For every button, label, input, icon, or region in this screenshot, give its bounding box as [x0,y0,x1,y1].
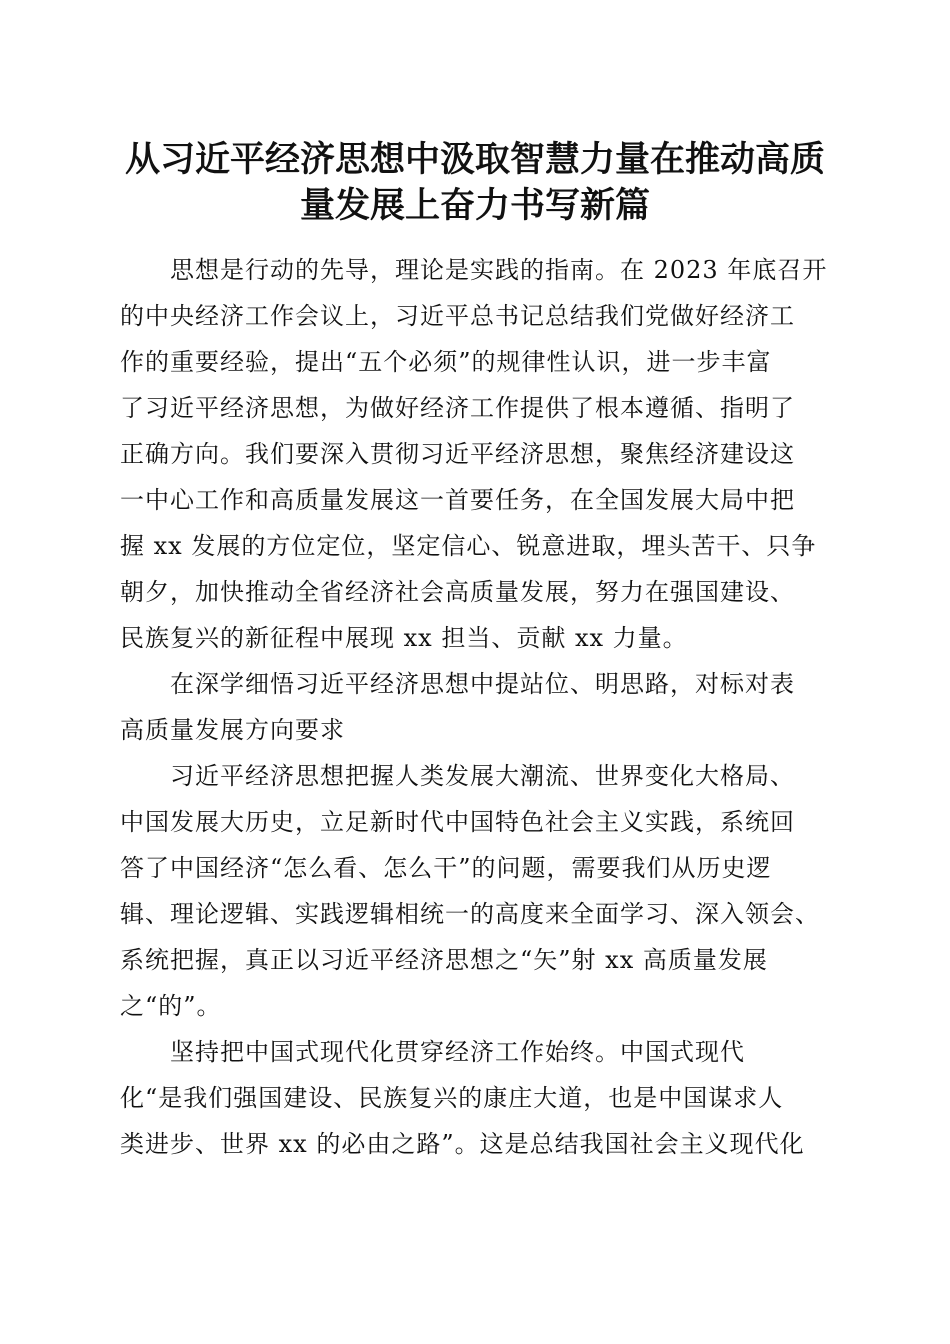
paragraph-line: 中国发展大历史，立足新时代中国特色社会主义实践，系统回 [120,808,795,836]
paragraph-line: 民族复兴的新征程中展现 xx 担当、贡献 xx 力量。 [120,624,688,652]
paragraph-line: 系统把握，真正以习近平经济思想之“矢”射 xx 高质量发展 [120,946,768,974]
paragraph-line: 握 xx 发展的方位定位，坚定信心、锐意进取，埋头苦干、只争 [120,532,817,560]
paragraph-line: 作的重要经验，提出“五个必须”的规律性认识，进一步丰富 [120,348,772,376]
paragraph-line: 习近平经济思想把握人类发展大潮流、世界变化大格局、 [170,762,795,790]
section-heading-line: 在深学细悟习近平经济思想中提站位、明思路，对标对表 [170,670,795,698]
paragraph-line: 了习近平经济思想，为做好经济工作提供了根本遵循、指明了 [120,394,795,422]
paragraph-line: 答了中国经济“怎么看、怎么干”的问题，需要我们从历史逻 [120,854,772,882]
paragraph-line: 之“的”。 [120,992,222,1020]
paragraph-line: 一中心工作和高质量发展这一首要任务，在全国发展大局中把 [120,486,795,514]
paragraph-line: 正确方向。我们要深入贯彻习近平经济思想，聚焦经济建设这 [120,440,795,468]
document-title-line-1: 从习近平经济思想中汲取智慧力量在推动高质 [124,139,825,180]
paragraph-line: 朝夕，加快推动全省经济社会高质量发展，努力在强国建设、 [120,578,795,606]
paragraph-line: 的中央经济工作会议上，习近平总书记总结我们党做好经济工 [120,302,795,330]
paragraph-line: 类进步、世界 xx 的必由之路”。这是总结我国社会主义现代化 [120,1130,805,1158]
document-title-line-2: 量发展上奋力书写新篇 [299,185,650,226]
paragraph-line: 辑、理论逻辑、实践逻辑相统一的高度来全面学习、深入领会、 [120,900,820,928]
paragraph-line: 思想是行动的先导，理论是实践的指南。在 2023 年底召开 [170,256,828,284]
paragraph-line: 坚持把中国式现代化贯穿经济工作始终。中国式现代 [170,1038,745,1066]
section-heading-line: 高质量发展方向要求 [120,716,345,744]
paragraph-line: 化“是我们强国建设、民族复兴的康庄大道，也是中国谋求人 [120,1084,784,1112]
